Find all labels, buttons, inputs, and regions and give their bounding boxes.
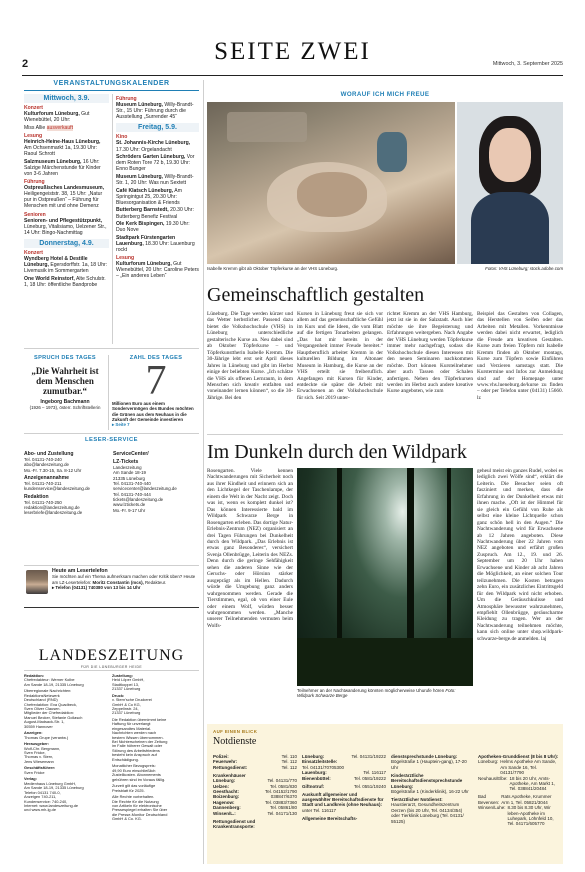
emergency-value: Haustierarzt, Gesundheitszentrum Oerzen (bis 20 Uhr, Tel. 04134/354) bbox=[391, 802, 463, 813]
feature-headline: Gemeinschaftlich gestalten bbox=[207, 284, 425, 306]
impressum-line: Störung des Arbeitsfriedens bbox=[112, 747, 160, 753]
impressum-line: Telefon 04131 740-0, bbox=[24, 789, 61, 795]
emergency-value: Tel. 04131/19222 bbox=[351, 754, 386, 759]
service-line: Tel. 04131-740-211 bbox=[24, 481, 62, 487]
park-text-col-2 bbox=[477, 468, 563, 704]
emergency-label: Boizenburg: bbox=[213, 794, 240, 800]
emergency-col-3 bbox=[391, 754, 473, 824]
page-title: SEITE ZWEI bbox=[214, 38, 371, 65]
emergency-value: Bögelstraße 1 (Kinderklinik), 16-22 Uhr bbox=[391, 789, 469, 795]
day-label: Mittwoch, 3.9. bbox=[24, 94, 109, 103]
emergency-value: 18 bis 20 Uhr, Amts-Apotheke, Am Markt 1, Tel. 038841/20484 bbox=[509, 775, 556, 792]
impressum-line: Heid Löper GmbH, bbox=[112, 677, 145, 683]
service-heading: Redaktion bbox=[24, 493, 49, 500]
masthead-logo: LANDESZEITUNG bbox=[38, 647, 185, 664]
editor-avatar bbox=[26, 570, 48, 594]
emergency-label: Rettungsdienst und bbox=[213, 818, 256, 824]
event-detail: Miss Allie bbox=[24, 124, 47, 131]
event-venue: Wyndberg Hotel & Destille Lüneburg, bbox=[24, 255, 88, 269]
impressum-heading: Geschäftsführer: bbox=[24, 765, 56, 771]
emergency-services-box bbox=[207, 724, 563, 864]
emergency-value: Tel. 116117 bbox=[363, 770, 386, 776]
impressum-line: Sven Fricke, bbox=[24, 750, 46, 756]
reader-phone-box bbox=[52, 569, 199, 590]
emergency-label: Neuhaus/Elbe: bbox=[478, 775, 508, 781]
impressum-line: Nachrichten werden nach bbox=[112, 730, 157, 736]
feature-text-col-1 bbox=[207, 311, 293, 432]
impressum-line: Zustellkosten. Abonnements bbox=[112, 772, 161, 778]
event-entry bbox=[24, 139, 109, 157]
emergency-value: Tel. 0551/19240 bbox=[353, 783, 386, 789]
editor-role: Redakteur. bbox=[143, 579, 167, 585]
impressum-line: Monatlicher Bezugspreis: bbox=[112, 763, 156, 769]
event-entry bbox=[24, 125, 109, 131]
event-detail: 18.30 Uhr: Lauenburg rockt bbox=[116, 240, 195, 253]
emergency-label: Bienenbüttel: bbox=[302, 775, 331, 781]
emergency-value: Helms Apotheke Am Sande, Am Sande 16, Tel. 04131/7790 bbox=[500, 759, 557, 776]
impressum-line: Thomas v. Stern, bbox=[24, 754, 54, 760]
impressum-line: GmbH & Co. KG. bbox=[112, 816, 142, 822]
service-contacts-left bbox=[24, 449, 110, 516]
impressum-line: Mitglieder der Chefredaktion: bbox=[24, 710, 74, 716]
feature-photo-pottery bbox=[207, 102, 455, 264]
impressum-line: 30559 Hannover bbox=[24, 723, 53, 729]
quote-of-day bbox=[24, 355, 106, 430]
emergency-value: Tel. 110 bbox=[281, 754, 297, 759]
impressum-line: bestem Wissen übernommen. bbox=[112, 734, 164, 740]
service-line: Mo.-Fr. 9-17 Uhr bbox=[113, 507, 146, 513]
impressum-line: von Artikeln für elektronische bbox=[112, 802, 162, 808]
emergency-label: dienstsprechstunde Lüneburg: bbox=[391, 754, 458, 759]
divider bbox=[24, 348, 199, 349]
issue-date: Mittwoch, 3. September 2025 bbox=[492, 61, 563, 67]
emergency-row bbox=[478, 805, 560, 827]
event-venue: Salzmuseum Lüneburg, bbox=[24, 158, 82, 165]
emergency-value: Tel. 112 bbox=[281, 764, 297, 770]
calendar-col-right bbox=[116, 94, 199, 281]
emergency-value: Rats Apotheke, Krummer Arm 1, Tel. 05821/3044 bbox=[501, 794, 552, 805]
emergency-value: 038847/6370 bbox=[270, 794, 297, 800]
service-line: abo@landeszeitung.de bbox=[24, 462, 69, 468]
service-line: Tel. 04131-740-240 bbox=[24, 457, 62, 463]
event-calendar bbox=[24, 80, 199, 345]
event-entry bbox=[116, 102, 199, 120]
impressum-col-left bbox=[24, 674, 110, 864]
service-line: servicecenter@landeszeitung.de bbox=[113, 486, 177, 492]
event-entry bbox=[24, 185, 109, 209]
impressum-line: Manuel Becker, Stefanie Gollasch bbox=[24, 714, 83, 720]
impressum-line: besteht kein Anspruch auf bbox=[112, 752, 157, 758]
calendar-divider bbox=[112, 94, 113, 344]
impressum-line: August-Madsack-Str. 1, bbox=[24, 719, 65, 725]
day-label: Donnerstag, 4.9. bbox=[24, 239, 109, 248]
park-caption-text: Teilnehmer an der Nachtwanderung könnten möglicherweise Uhurufe hören bbox=[297, 688, 445, 693]
event-category: Lesung bbox=[24, 132, 43, 139]
event-venue: Kulturforum Lüneburg, bbox=[116, 261, 172, 268]
feature-text-col-3 bbox=[387, 311, 473, 432]
event-detail: Alte Schulstr. 1, 18 Uhr: öffentliche Bandprobe bbox=[24, 275, 106, 288]
service-title: LESER-SERVICE bbox=[84, 437, 139, 443]
event-detail: Gut Wienebüttel, 20 Uhr: Caroline Peters – „Ein anderes Leben“ bbox=[116, 261, 199, 280]
service-heading: Anzeigenannahme bbox=[24, 474, 70, 481]
quote-text: „Die Wahrheit ist dem Menschen zumutbar.“ bbox=[31, 366, 99, 396]
emergency-label: Krankenhäuser bbox=[213, 772, 246, 778]
divider bbox=[108, 355, 109, 430]
number-caption: Millionen Euro aus einem Sondervermögen des Bundes möchten die Grünen aus dem Neuhaus in die Zukunft der Gemeinde investieren bbox=[112, 401, 194, 422]
event-entry bbox=[116, 261, 199, 279]
impressum-line: Sven Fricke bbox=[24, 769, 45, 775]
divider bbox=[24, 607, 199, 608]
service-line: Mo.-Fr. 7.30-15, Sa. 8-12 Uhr bbox=[24, 467, 82, 473]
impressum-line: v. Stern’sche Druckerei bbox=[112, 697, 152, 703]
event-entry bbox=[116, 140, 199, 152]
emergency-value: Tel. 04152/1790 bbox=[264, 789, 297, 795]
emergency-value: Tel. 0581/830 bbox=[269, 783, 297, 789]
emergency-row bbox=[302, 792, 386, 808]
divider bbox=[24, 670, 199, 671]
event-venue: Ostpreußisches Landesmuseum, bbox=[24, 185, 105, 192]
event-detail: Am Springintgut 25, 20.30 Uhr: Bluesorganisation & Friends bbox=[116, 187, 182, 206]
emergency-row bbox=[391, 759, 473, 770]
divider bbox=[24, 565, 199, 566]
calendar-rule bbox=[24, 90, 199, 91]
event-entry bbox=[116, 235, 199, 253]
number-link[interactable]: ▸ Seite 7 bbox=[112, 422, 130, 428]
emergency-value: Tel. 0581/19222 bbox=[353, 775, 386, 781]
emergency-label: Winsen/L.: bbox=[213, 810, 236, 816]
event-entry bbox=[24, 159, 109, 177]
page-header bbox=[22, 38, 563, 74]
service-line: 21335 Lüneburg bbox=[113, 475, 145, 481]
sold-out-badge: ausverkauft bbox=[46, 124, 73, 131]
impressum-line: Preisblatt für 2025. bbox=[112, 787, 145, 793]
body-text: Rosengarten. Viele kennen Nachtwanderungen mit Sicherheit noch aus ihrer Kindheit und erinnern sich an den Lichtkegel der Taschenlampe, der einem die Welt in der Nacht zeigt. Doch was ist, wenn es komplett dunkel ist? Das können Interessierte bald im Wildpark Schwarze Berge in Rosengarten erleben. Das dortige Natur-Erlebnis-Zentrum (NEZ) organisiert an drei Tagen Führungen bei Dunkelheit durch den Wildpark. „Das Erlebnis ist etwas ganz Besonderes“, versichert Svenja Ollenbrügge, Leiterin des NEZs. Denn durch die geringe Sehfähigkeit sehen die anderen Sinne wie der Geruchs- oder Hörsinn stärker ausgeprägt als im Hellen. Dadurch würde die Umgebung ganz anders wahrgenommen werden. Gerade die Tierstimmen, egal, ob von einer Eule oder einem Wolf, würden besser wahrgenommen werden. „Manche unserer Teilnehmenden vermuten beim Wolfs- bbox=[207, 468, 293, 629]
service-line: redaktion@landeszeitung.de bbox=[24, 505, 80, 511]
emergency-title: Notdienste bbox=[213, 736, 257, 747]
emergency-row bbox=[478, 759, 560, 775]
feature-photo-portrait bbox=[457, 102, 563, 264]
impressum-line: Zeppelinstr. 24, bbox=[112, 706, 139, 712]
editor-phone: ▸ Telefon (04131) 740380 von 13 bis 14 Uhr bbox=[52, 584, 141, 590]
emergency-label: Allgemeine Bereitschafts- bbox=[302, 815, 358, 821]
impressum-line: Deutschland (RND) bbox=[24, 697, 58, 703]
event-venue: Kulturforum Lüneburg, bbox=[24, 111, 80, 118]
service-contacts-right bbox=[113, 449, 199, 513]
service-line: www.lztickets.de bbox=[113, 502, 146, 508]
event-detail: 17.30 Uhr: Orgelandacht bbox=[116, 146, 172, 153]
body-text: Lüneburg. Die Tage werden kürzer und das Wetter herbstlicher. Passend dazu bietet die Volkshochschule (VHS) in Lüneburg unterschiedliche gestalterische Kurse an. Neu dabei sind ab Oktober Töpferkurse – und Töpferkunsttherin Isabelle Kremm. Die 30-Jährige lebt erst seit April dieses Jahres in Lüneburg und gibt im Herbst einige der beliebten Kurse. „Ich schätze die VHS als offenen Lernraum, in dem Menschen sich kreativ entfalten und voneinander lernen können“, so die 30-Jährige. Bei den bbox=[207, 311, 293, 401]
impressum-line: Haftung für unverlangt bbox=[112, 721, 151, 727]
impressum-line: Chefredakteur: Werner Kolbe bbox=[24, 677, 75, 683]
emergency-value: Tel. 05861/80 bbox=[269, 805, 297, 811]
impressum-line: GmbH & Co KG, bbox=[112, 701, 141, 707]
number-of-day bbox=[112, 355, 200, 430]
park-caption bbox=[297, 688, 473, 699]
impressum-line: gebühren sind im Voraus fällig. bbox=[112, 776, 166, 782]
event-venue: One World Reinstorf, bbox=[24, 275, 75, 282]
service-line: Tel. 04131-740-444 bbox=[113, 491, 151, 497]
event-category: Kino bbox=[116, 134, 128, 141]
quote-author-detail: (1926 – 1973), österr. Schriftstellerin bbox=[29, 405, 101, 411]
emergency-row bbox=[478, 794, 560, 805]
event-detail: Heiligengeiststr. 38, 15 Uhr: „Natur pur in Ostpreußen“ – Führung für Menschen mit und ohne Demenz bbox=[24, 191, 103, 210]
impressum-line: Stadtkoppel 13, bbox=[112, 681, 140, 687]
emergency-label: Tierärztlicher Notdienst: bbox=[391, 797, 443, 803]
emergency-row bbox=[391, 813, 473, 824]
emergency-value: 8.30 bis 8.30 Uhr, Wir leben-Apotheke im Luhepark, Löhnfeld 10, Tel. 04171/605770 bbox=[507, 805, 554, 827]
impressum-line: Sven Oliver Clausen. bbox=[24, 706, 61, 712]
impressum-line: Thomas Grupe (verantw.) bbox=[24, 734, 69, 740]
impressum-heading: Herausgeber: bbox=[24, 741, 50, 747]
event-entry bbox=[24, 256, 109, 274]
emergency-label: Auskunft allgemeiner und ausgewählter Bereitschaftsdienste für Stadt und Landkreis (ohne Neuhaus): bbox=[302, 791, 384, 808]
masthead bbox=[24, 647, 199, 669]
event-entry bbox=[24, 276, 109, 288]
emergency-value: Tel. 04131/770 bbox=[267, 778, 297, 784]
event-detail: 20.30 Uhr: Butterberg Benefiz Festival bbox=[116, 207, 194, 220]
emergency-label: Dannenberg: bbox=[213, 805, 241, 811]
park-text-col-1 bbox=[207, 468, 293, 704]
event-venue: St. Johannis-Kirche Lüneburg, bbox=[116, 140, 191, 147]
emergency-row bbox=[391, 802, 473, 813]
calendar-entries bbox=[116, 134, 199, 279]
service-line: tickets@landeszeitung.de bbox=[113, 496, 164, 502]
editor-heading: Heute am Lesertelefon bbox=[52, 568, 108, 574]
emergency-col-4 bbox=[478, 754, 560, 827]
emergency-label: Winsen/Luhe: bbox=[478, 805, 506, 811]
emergency-label: Geesthacht: bbox=[213, 789, 240, 795]
event-detail: Egersdorffstr. 1a, 18 Uhr: Livemusik im Sommergarten bbox=[24, 262, 108, 275]
calendar-title: VERANSTALTUNGSKALENDER bbox=[53, 80, 170, 87]
impressum-line: Am Sande 18-19, 21335 Lüneburg bbox=[24, 681, 84, 687]
event-category: Senioren bbox=[24, 211, 46, 218]
event-venue: Museum Lüneburg, bbox=[116, 173, 163, 180]
emergency-label: Rettungsdienst: bbox=[213, 764, 248, 770]
emergency-label: Giftnotruf: bbox=[302, 783, 325, 789]
feature-kicker: WORAUF ICH MICH FREUE bbox=[340, 91, 430, 98]
impressum-line: Medienhaus Lüneburg GmbH, bbox=[24, 780, 77, 786]
emergency-value: Tel. 04171/130 bbox=[267, 810, 297, 816]
impressum-line: Internet: www.landeszeitung.de bbox=[24, 802, 79, 808]
service-heading: Abo- und Zustellung bbox=[24, 451, 74, 457]
impressum-line: Die Redaktion übernimmt keine bbox=[112, 717, 167, 723]
emergency-value: Tel. 112 bbox=[281, 759, 297, 765]
event-venue: Heinrich-Heine-Haus Lüneburg, bbox=[24, 138, 101, 145]
park-photo-night-forest bbox=[297, 468, 473, 686]
emergency-value: Tel. 03883/7360 bbox=[264, 799, 297, 805]
event-category: Führung bbox=[116, 96, 137, 102]
impressum-line: Entschädigung. bbox=[112, 756, 139, 762]
impressum-line: Am Sande 18-19, 21335 Lüneburg bbox=[24, 785, 84, 791]
service-line: kundenservice@landeszeitung.de bbox=[24, 486, 90, 492]
emergency-label: Lüneburg: bbox=[302, 754, 325, 759]
event-entry bbox=[24, 218, 109, 236]
impressum-line: Überregionale Nachrichten: bbox=[24, 688, 72, 694]
event-detail: Gut Wienebüttel, 20 Uhr: bbox=[24, 111, 90, 124]
number-label: ZAHL DES TAGES bbox=[129, 355, 183, 361]
emergency-label: Einsatzleitstelle: bbox=[302, 759, 338, 765]
impressum-line: Chefredaktion: Eva Quadbeck, bbox=[24, 701, 77, 707]
editor-name: Moritz Constantin (mcs), bbox=[92, 579, 144, 585]
emergency-row bbox=[478, 776, 560, 792]
event-venue: Butterberg Barnstedt, bbox=[116, 207, 169, 214]
event-detail: Willy-Brandt-Str. 1, 20 Uhr: Was nun Sextett bbox=[116, 173, 194, 187]
calendar-entries bbox=[24, 250, 109, 288]
impressum-line: Zurzeit gilt das vorläufige bbox=[112, 783, 156, 789]
event-detail: 16 Uhr: Salzige Märchenstunde für Kinder von 3-6 Jahren bbox=[24, 158, 101, 177]
impressum-line: RedaktionsNetzwerk bbox=[24, 692, 60, 698]
body-text: geheul meist ein ganzes Rudel, wobei es lediglich zwei Wölfe sind“, erklärt die Leiterin. Die Besucher seien oft fasziniert und merken, dass die Erfahrung in der Dunkelheit etwas mit ihnen mache. „Oft ist der Himmel für sie gleich ein Gefühl von Ruhe als selbst eine kleine Lichtquelle schon ganz schön hell in den Augen.“ Die Nachtwanderung wird für Erwachsene ab 12 Jahren angeboten. Diese Nachtwanderung über 22 Jahren vom NEZ angeboten und erfährt großen Zuspruch. Am 12., 19. und 26. September um 20 Uhr haben Erwachsene und Kinder ab acht Jahren die Möglichkeit, an einer solchen Tour teilzunehmen. Die Kosten betragen zehn Euro, ein zusätzliches Eintrittsgeld für den Wildpark wird nicht erhoben. Um die Geräuschkulisse und Atmosphäre bewusster wahrzunehmen, empfiehlt Ollenbrügge, geräuscharme Kleidung zu tragen. Wer an der Nachtwanderung teilnehmen möchte, kann sich online unter shop.wildpark-schwarze-berge.de anmelden. laj bbox=[477, 468, 563, 642]
impressum-line: Bei Nichterscheinen der Zeitung bbox=[112, 739, 168, 745]
emergency-value: Bögelstraße 1 (Hauptein-gang), 17-20 Uhr bbox=[391, 759, 467, 770]
impressum-heading: Zustellung: bbox=[112, 674, 133, 678]
event-entry bbox=[116, 154, 199, 172]
event-detail: 19.30 Uhr: Duo Nove bbox=[116, 221, 190, 234]
emergency-kicker: AUF EINEN BLICK bbox=[213, 729, 258, 734]
header-rule bbox=[22, 75, 563, 76]
calendar-entries bbox=[24, 105, 109, 236]
event-entry bbox=[116, 188, 199, 206]
service-line: Am Sande 18-19 bbox=[113, 470, 146, 476]
event-venue: Stadtpark Fürstengarten Lauenburg, bbox=[116, 234, 176, 247]
emergency-label: Bad Bevensen: bbox=[478, 794, 500, 805]
service-line: Landeszeitung bbox=[113, 465, 142, 471]
divider bbox=[24, 433, 199, 434]
event-venue: Schröders Garten Lüneburg, bbox=[116, 154, 186, 161]
emergency-label: Lauenburg: bbox=[302, 770, 327, 776]
impressum-line: Pressespiegel erhalten Sie über bbox=[112, 807, 168, 813]
editor-text: Sie möchten auf ein Thema aufmerksam machen oder Kritik üben? Heute am LZ-Lesertelefon: bbox=[52, 574, 196, 585]
quote-author: Ingeborg Bachmann bbox=[40, 399, 90, 405]
emergency-row bbox=[302, 816, 386, 821]
feature-text-col-4 bbox=[477, 311, 563, 432]
emergency-value: oder Tierklinik Lüneburg (Tel. 04131/ 55125) bbox=[391, 813, 464, 824]
service-heading: ServiceCenter/ bbox=[113, 451, 149, 457]
impressum-heading: Druck: bbox=[112, 692, 125, 698]
emergency-label: Polizei: bbox=[213, 754, 229, 759]
feature-text-col-2 bbox=[297, 311, 383, 432]
day-label: Freitag, 5.9. bbox=[116, 123, 199, 132]
quote-label: SPRUCH DES TAGES bbox=[34, 355, 96, 361]
service-line: Tel. 04131-740-440 bbox=[113, 481, 151, 487]
park-credit: Foto: Wildpark Schwarze Berge bbox=[297, 688, 456, 699]
emergency-label: Lüneburg: bbox=[213, 778, 236, 784]
event-detail: Willy-Brandt-Str., 15 Uhr: Führung durch die Ausstellung „Surrender 45“ bbox=[116, 102, 194, 121]
event-category: Konzert bbox=[24, 249, 43, 256]
impressum-line: 21337 Lüneburg bbox=[112, 686, 141, 692]
emergency-row bbox=[391, 773, 473, 789]
emergency-label: Hagenow: bbox=[213, 799, 235, 805]
masthead-sub: FÜR DIE LÜNEBURGER HEIDE bbox=[80, 665, 143, 669]
impressum-line: Alle Rechte vorbehalten. bbox=[112, 794, 155, 800]
event-entry bbox=[24, 111, 109, 123]
feature-caption: Isabelle Kremm gibt ab Oktober Töpferkurse an der VHS Lüneburg. bbox=[207, 266, 339, 271]
calendar-entries bbox=[116, 96, 199, 120]
impressum-heading: Verlag: bbox=[24, 776, 37, 782]
divider bbox=[207, 434, 563, 435]
service-line: Tel. 04131-740-250 bbox=[24, 499, 62, 505]
impressum-col-right bbox=[112, 674, 199, 864]
event-venue: Ole Kerk Bispingen, bbox=[116, 221, 165, 228]
emergency-value: unter Tel. 116117 bbox=[302, 807, 337, 813]
event-venue: Café Klatsch Lüneburg, bbox=[116, 187, 174, 194]
impressum-line: Die Rechte für die Nutzung bbox=[112, 798, 159, 804]
number-value: 7 bbox=[145, 358, 167, 404]
emergency-col-1 bbox=[213, 754, 297, 829]
emergency-label: Krankentransporte: bbox=[213, 824, 255, 830]
impressum-line: Wolf-Chr. Bergmann, bbox=[24, 745, 61, 751]
event-detail: Am Ochsenmarkt 1a, 19.30 Uhr: Raoul Schrott bbox=[24, 145, 98, 158]
event-entry bbox=[116, 207, 199, 219]
event-entry bbox=[116, 221, 199, 233]
impressum-line: im Falle höherer Gewalt oder bbox=[112, 743, 163, 749]
emergency-row bbox=[213, 824, 297, 829]
emergency-label: Feuerwehr: bbox=[213, 759, 238, 765]
emergency-row bbox=[391, 789, 473, 794]
impressum-line: Jens Wiesemann bbox=[24, 758, 54, 764]
impressum-line: eingesandtes Material. bbox=[112, 725, 152, 731]
impressum-line: Anzeigen 740-211, bbox=[24, 794, 57, 800]
emergency-label: Apotheken-Grunddienst (8 bis 8 Uhr): bbox=[478, 754, 559, 759]
body-text: Kursen in Lüneburg freut sie sich vor allem auf das gemeinschaftliche Gefühl im Kurs und die Ideen, die vom Blatt auf die fertigen Tonarbeiten gelangen. „Das hat mir bereits in der Vergangenheit immer Freude bereitet.“ Hauptberuflich arbeitet Kremm in der kulturellen Bildung im Altonaer Museum in Hamburg, die Kurse an der VHS erteilt sie freiberuflich. Angefangen mit Kursen für Kinder, entdeckte sie später die Arbeit mit Erwachsenen an der Volkshochschule für sich. Seit 2019 unter- bbox=[297, 311, 383, 401]
calendar-col-left bbox=[24, 94, 109, 289]
emergency-col-2 bbox=[302, 754, 386, 821]
impressum-heading: Redaktion: bbox=[24, 674, 45, 678]
event-entry bbox=[116, 174, 199, 186]
park-headline: Im Dunkeln durch den Wildpark bbox=[207, 441, 467, 463]
number-caption-block bbox=[112, 401, 200, 427]
service-line: leserbriefe@landeszeitung.de bbox=[24, 510, 83, 516]
emergency-label: Kinderärztliche Bereitschaftsdienstsprechstunde Lüneburg: bbox=[391, 772, 463, 789]
impressum-line: Kundenservice: 740-240, bbox=[24, 798, 68, 804]
column-divider bbox=[203, 80, 204, 864]
event-detail: Vor dem Roten Tore 72 b, 19.30 Uhr: Enno Bunger bbox=[116, 154, 195, 173]
service-heading: LZ-Tickets bbox=[113, 459, 139, 466]
impressum-line: 49,90 Euro einschließlich bbox=[112, 767, 156, 773]
event-category: Konzert bbox=[24, 105, 43, 111]
event-category: Lesung bbox=[116, 255, 135, 262]
body-text: Beispiel das Gestalten von Collagen, das Herstellen von Seifen oder das Arbeiten mit Metallen. Vorkenntnisse werden dabei nicht erwartet, lediglich die Freude am kreativen Gestalten. Kurse zum freien Töpfern mit Isabelle Kremm finden ab Oktober montags, Kurse zum Töpfern sowie Einführen und Verzieren samstags statt. Die Kurstermine und Infos zur Anmeldung sind auf der Homepage unter www.vhs.lueneburg.de/kurse zu finden – oder per Telefon unter (04131) 15660. lz bbox=[477, 311, 563, 401]
impressum-line: 21337 Lüneburg bbox=[112, 710, 141, 716]
reader-service bbox=[24, 437, 199, 607]
page-number: 2 bbox=[22, 58, 29, 70]
event-detail: Lüneburg, Vitalisiamo, Uelzener Str., 14 Uhr: Bingo-Nachmittag bbox=[24, 223, 107, 236]
event-venue: Senioren- und Pflegestützpunkt, bbox=[24, 217, 103, 224]
event-category: Führung bbox=[24, 179, 45, 186]
body-text: richtet Kremm an der VHS Hamburg, jetzt ist sie in der Salzstadt. Auch hier möchte sie ihre Begeisterung und Erfahrungen weitergeben. Nach Angabe der VHS Lüneburg werden Töpferkurse immer mehr nachgefragt, sodass die Volkshochschule diesen Interessen mit den neuen Seminaren nachkommen möchte. Dort können Kursteilnehmer aber auch Tassen oder Schalen anfertigen. Neben den Töpferkursen werden im Herbst auch andere kreative Kurse angeboten, wie zum bbox=[387, 311, 473, 395]
impressum-heading: Anzeigen: bbox=[24, 730, 43, 736]
emergency-label: Lüneburg: bbox=[478, 759, 499, 765]
impressum-line: und www.mh-lg.de bbox=[24, 807, 57, 813]
emergency-value: Tel. 04131/70705300 bbox=[302, 764, 345, 770]
feature-credit: Fotos: VHS Lüneburg; stock.adobe.com bbox=[485, 266, 563, 271]
impressum-line: die Presse-Monitor Deutschland bbox=[112, 811, 168, 817]
emergency-label: Uelzen: bbox=[213, 783, 230, 789]
event-venue: Museum Lüneburg, bbox=[116, 102, 163, 109]
